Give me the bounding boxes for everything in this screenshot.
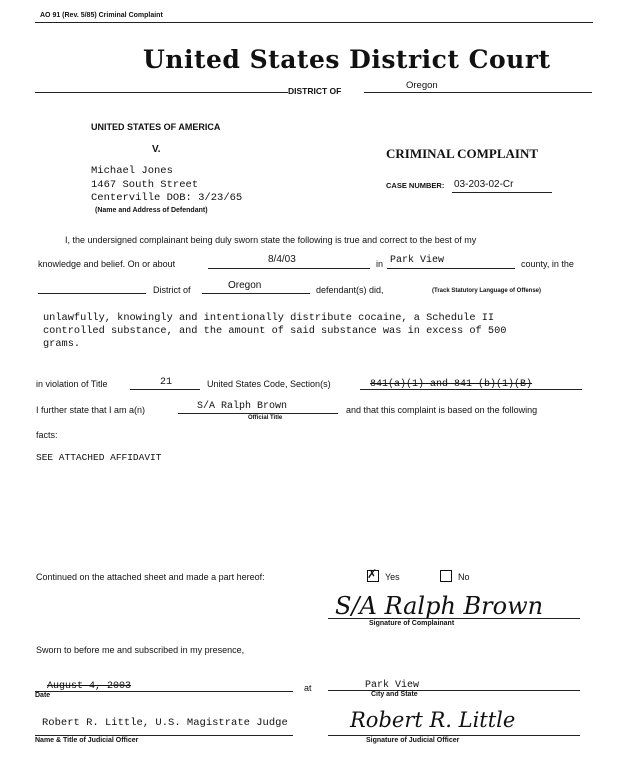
statement-line-2a: knowledge and belief. On or about bbox=[38, 259, 176, 269]
date-rule bbox=[208, 268, 370, 269]
violation-sections: 841(a)(1) and 841 (b)(1)(B) bbox=[370, 379, 533, 390]
no-checkbox[interactable] bbox=[440, 570, 452, 582]
case-number: 03-203-02-Cr bbox=[454, 179, 514, 190]
city-caption: City and State bbox=[371, 691, 418, 698]
track-note: (Track Statutory Language of Offense) bbox=[432, 288, 542, 294]
see-attached: SEE ATTACHED AFFIDAVIT bbox=[36, 452, 162, 463]
offense-line-1: unlawfully, knowingly and intentionally distribute cocaine, a Schedule II bbox=[43, 312, 495, 324]
district-value: Oregon bbox=[406, 80, 438, 91]
judge-sig-rule bbox=[328, 735, 580, 736]
code-label: United States Code, Section(s) bbox=[207, 379, 331, 389]
district-label: DISTRICT OF bbox=[288, 86, 342, 96]
sworn-date: August 4, 2003 bbox=[47, 681, 132, 692]
yes-check-mark: ✗ bbox=[367, 567, 378, 581]
official-caption: Official Title bbox=[248, 415, 283, 421]
date-caption: Date bbox=[35, 692, 51, 699]
defendant-did: defendant(s) did, bbox=[316, 285, 384, 295]
district-word: District of bbox=[153, 285, 191, 295]
form-id: AO 91 (Rev. 5/85) Criminal Complaint bbox=[40, 12, 163, 19]
city-rule bbox=[328, 690, 580, 691]
statement-in: in bbox=[376, 259, 384, 269]
violation-title: 21 bbox=[160, 377, 173, 388]
statement-county-label: county, in the bbox=[521, 259, 574, 269]
further-label-b: and that this complaint is based on the following bbox=[346, 405, 538, 415]
offense-date: 8/4/03 bbox=[268, 254, 296, 265]
facts-label: facts: bbox=[36, 430, 58, 440]
defendant-caption: (Name and Address of Defendant) bbox=[95, 207, 208, 214]
county: Park View bbox=[390, 255, 445, 266]
case-number-rule bbox=[452, 192, 552, 193]
sworn-statement: Sworn to before me and subscribed in my presence, bbox=[36, 645, 245, 655]
blank-district-rule bbox=[38, 293, 146, 294]
district-rule-right bbox=[364, 92, 592, 93]
official-rule bbox=[178, 413, 338, 414]
defendant-name: Michael Jones bbox=[91, 165, 173, 177]
district-2: Oregon bbox=[228, 280, 262, 291]
district2-rule bbox=[202, 293, 310, 294]
court-title: United States District Court bbox=[143, 45, 551, 74]
continued-label: Continued on the attached sheet and made a part hereof: bbox=[36, 572, 265, 582]
defendant-city-dob: Centerville DOB: 3/23/65 bbox=[91, 192, 243, 204]
defendant-street: 1467 South Street bbox=[91, 179, 199, 191]
top-rule bbox=[35, 22, 593, 23]
versus: V. bbox=[152, 144, 161, 155]
yes-label: Yes bbox=[385, 572, 400, 582]
judge-signature: Robert R. Little bbox=[350, 708, 516, 732]
date-sig-rule bbox=[35, 691, 293, 692]
city-state: Park View bbox=[365, 680, 420, 691]
complainant-caption: Signature of Complainant bbox=[369, 620, 455, 627]
no-label: No bbox=[458, 572, 470, 582]
offense-line-3: grams. bbox=[43, 338, 81, 350]
case-number-label: CASE NUMBER: bbox=[386, 181, 445, 190]
statement-line-1: I, the undersigned complainant being duly sworn state the following is true and correct to the best of my bbox=[65, 235, 477, 245]
violation-title-label: in violation of Title bbox=[36, 379, 108, 389]
judge-rule bbox=[35, 735, 293, 736]
complainant-sig-rule bbox=[328, 618, 580, 619]
judge-name: Robert R. Little, U.S. Magistrate Judge bbox=[42, 717, 288, 729]
judge-caption: Name & Title of Judicial Officer bbox=[35, 737, 139, 744]
offense-line-2: controlled substance, and the amount of said substance was in excess of 500 bbox=[43, 325, 507, 337]
official-title-value: S/A Ralph Brown bbox=[197, 401, 288, 412]
title-rule bbox=[130, 389, 200, 390]
complaint-title: CRIMINAL COMPLAINT bbox=[386, 146, 539, 161]
further-label-a: I further state that I am a(n) bbox=[36, 405, 146, 415]
complainant-signature: S/A Ralph Brown bbox=[335, 592, 544, 620]
county-rule bbox=[387, 268, 515, 269]
plaintiff: UNITED STATES OF AMERICA bbox=[91, 122, 221, 132]
district-rule-left bbox=[35, 92, 288, 93]
judicial-caption: Signature of Judicial Officer bbox=[366, 737, 460, 744]
at-label: at bbox=[304, 683, 312, 693]
